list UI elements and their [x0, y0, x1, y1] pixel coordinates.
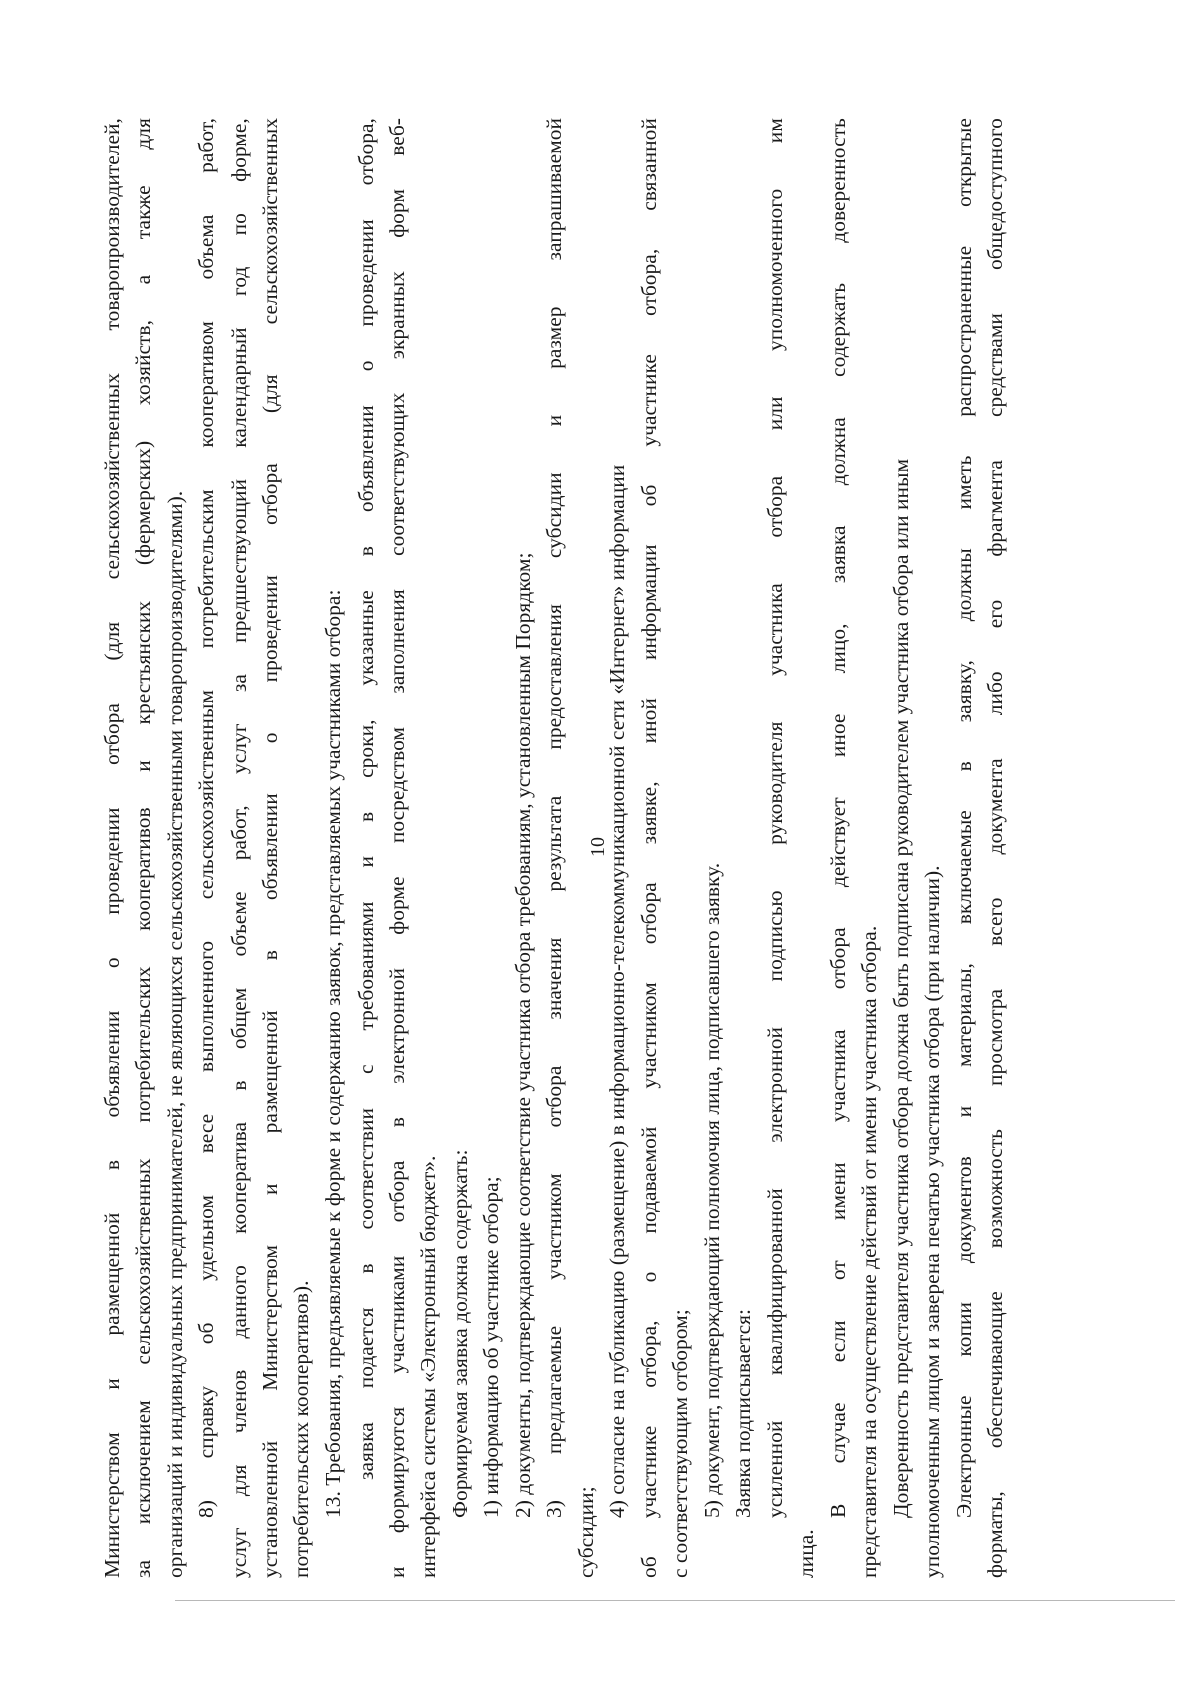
text-line: 13. Требования, предъявляемые к форме и содержанию заявок, представляемых участниками отбора: [321, 589, 345, 1518]
text-line: с соответствующим отбором; [668, 1309, 692, 1578]
text-line: 3) предлагаемые участником отбора значения результата предоставления субсидии и размер запрашиваемой [542, 118, 566, 1518]
text-line: потребительских кооперативов). [289, 1280, 313, 1578]
page-number: 10 [587, 837, 609, 857]
text-line: субсидии; [574, 1486, 598, 1578]
text-line: 1) информацию об участнике отбора; [479, 1176, 503, 1518]
text-line: 4) согласие на публикацию (размещение) в информационно-телекоммуникационной сети «Интернет» информации [605, 464, 629, 1518]
text-line: Министерством и размещенной в объявлении о проведении отбора (для сельскохозяйственных товаропроизводителей, [100, 118, 124, 1578]
text-line: организаций и индивидуальных предпринимателей, не являющихся сельскохозяйственными товаропроизводителями). [163, 490, 187, 1578]
text-line: лица. [794, 1529, 818, 1578]
text-line: 5) документ, подтверждающий полномочия лица, подписавшего заявку. [700, 862, 724, 1518]
text-line: Электронные копии документов и материалы, включаемые в заявку, должны иметь распространенные открытые [952, 118, 976, 1518]
text-line: Доверенность представителя участника отбора должна быть подписана руководителем участника отбора или иным [889, 458, 913, 1518]
text-line: Заявка подписывается: [731, 1309, 755, 1518]
text-line: представителя на осуществление действий от имени участника отбора. [857, 925, 881, 1578]
text-line: Формируемая заявка должна содержать: [448, 1149, 472, 1518]
text-line: за исключением сельскохозяйственных потребительских кооперативов и крестьянских (фермерских) хозяйств, а также для [131, 118, 155, 1578]
scan-edge-line [175, 1600, 1175, 1601]
text-line: услуг для членов данного кооператива в общем объеме работ, услуг за предшествующий календарный год по форме, [227, 118, 251, 1578]
text-line: и формируются участниками отбора в электронной форме посредством заполнения соответствующих экранных форм веб- [385, 118, 409, 1578]
text-line: заявка подается в соответствии с требованиями и в сроки, указанные в объявлении о проведении отбора, [354, 118, 378, 1480]
text-line: об участнике отбора, о подаваемой участником отбора заявке, иной информации об участнике отбора, связанной [637, 118, 661, 1578]
text-line: В случае если от имени участника отбора действует иное лицо, заявка должна содержать доверенность [826, 118, 850, 1518]
text-line: 8) справку об удельном весе выполненного сельскохозяйственным потребительским кооперативом объема работ, [194, 118, 218, 1518]
text-line: интерфейса системы «Электронный бюджет». [416, 1155, 440, 1578]
document-body [97, 118, 1007, 1578]
text-line: форматы, обеспечивающие возможность просмотра всего документа либо его фрагмента средствами общедоступного [983, 118, 1007, 1578]
text-line: уполномоченным лицом и заверена печатью участника отбора (при наличии). [920, 865, 944, 1578]
text-line: усиленной квалифицированной электронной подписью руководителя участника отбора или уполномоченного им [763, 118, 787, 1518]
text-line: 2) документы, подтверждающие соответствие участника отбора требованиям, установленным Порядком; [511, 552, 535, 1518]
text-line: установленной Министерством и размещенной в объявлении о проведении отбора (для сельскохозяйственных [258, 118, 282, 1578]
